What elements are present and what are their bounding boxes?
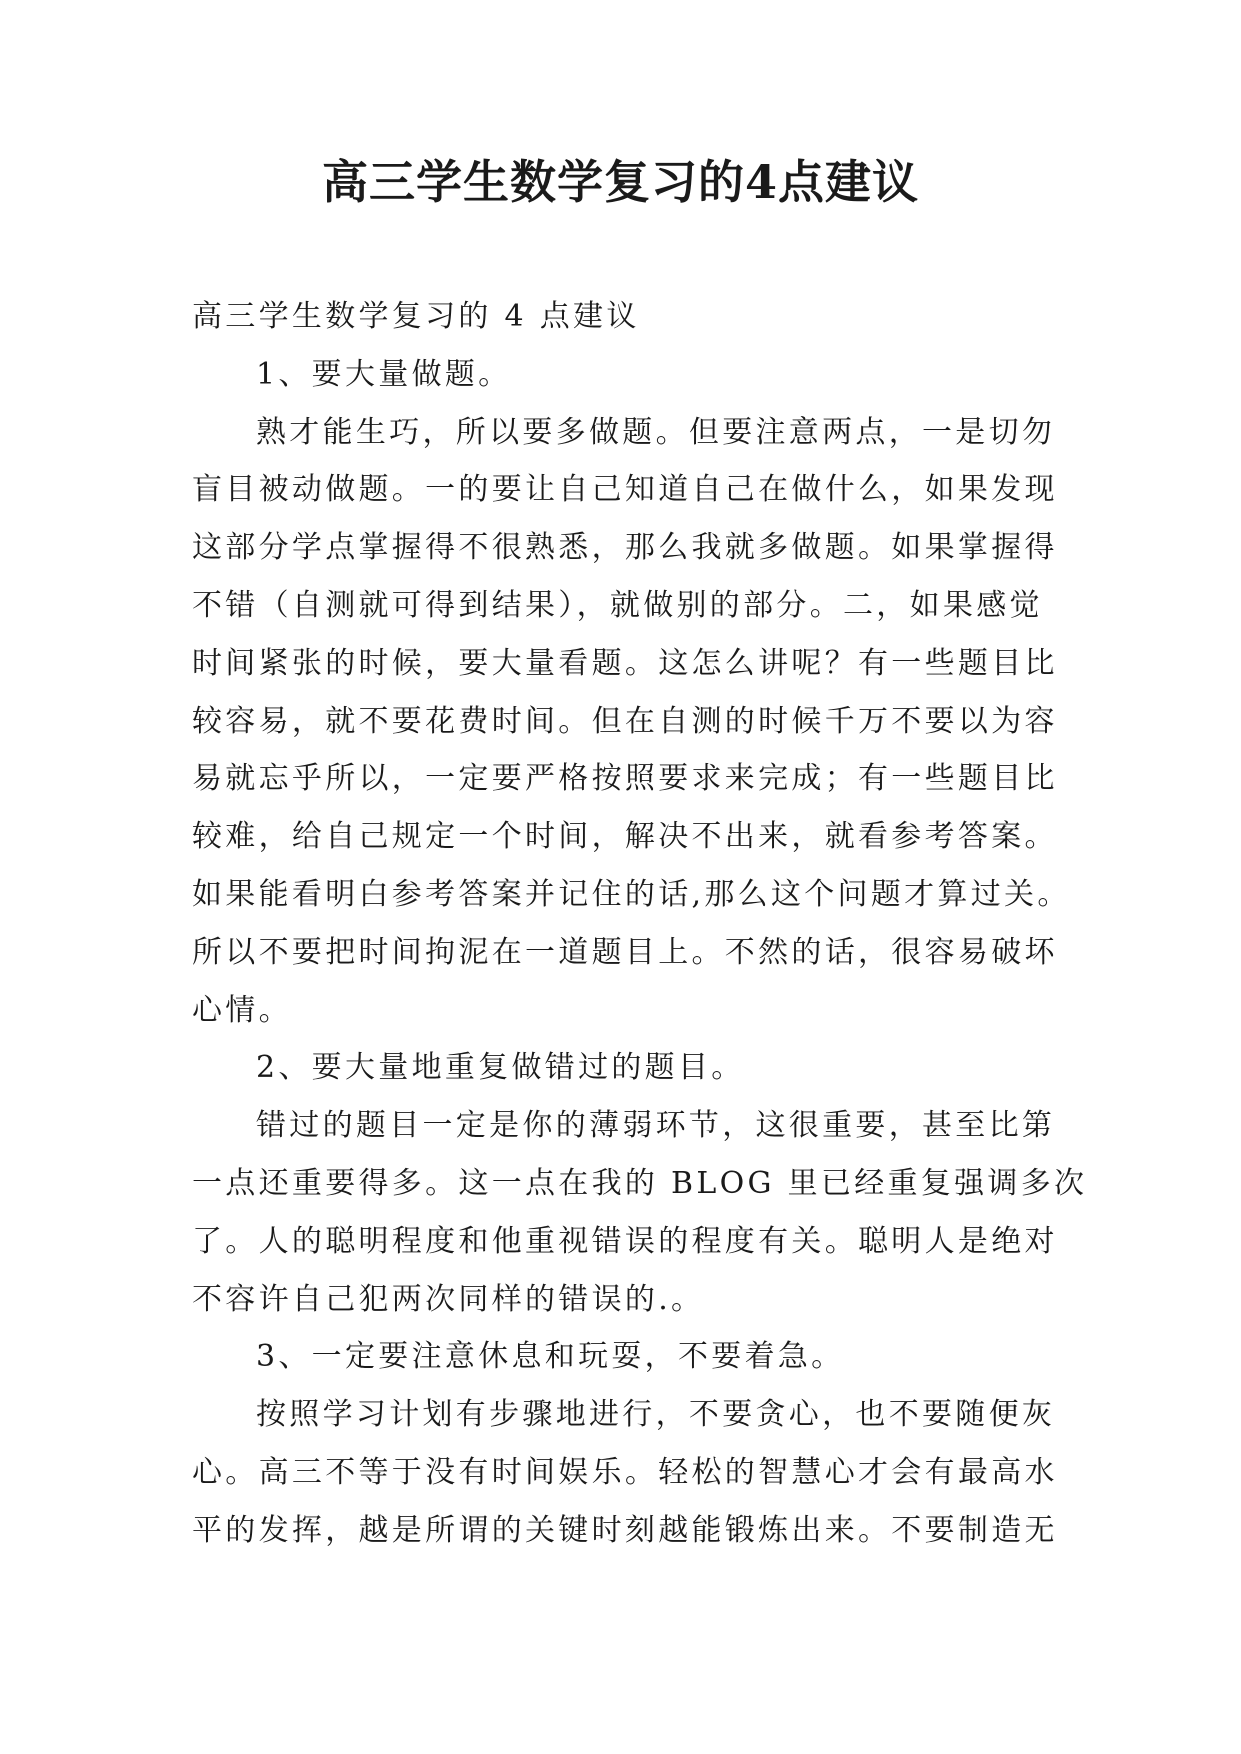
text-line: 错过的题目一定是你的薄弱环节，这很重要，甚至比第 xyxy=(256,1108,1056,1144)
text-line: 时间紧张的时候，要大量看题。这怎么讲呢？有一些题目比 xyxy=(192,645,1058,681)
text-line: 了。人的聪明程度和他重视错误的程度有关。聪明人是绝对 xyxy=(192,1223,1058,1259)
text-line: 心情。 xyxy=(192,992,292,1028)
text-line: 按照学习计划有步骤地进行，不要贪心，也不要随便灰 xyxy=(256,1397,1056,1433)
text-line: 心。高三不等于没有时间娱乐。轻松的智慧心才会有最高水 xyxy=(192,1454,1058,1490)
document-title: 高三学生数学复习的4点建议 xyxy=(321,155,919,209)
document-body xyxy=(192,288,1088,1560)
text-line: 3、一定要注意休息和玩耍，不要着急。 xyxy=(256,1339,845,1375)
text-line: 平的发挥，越是所谓的关键时刻越能锻炼出来。不要制造无 xyxy=(192,1512,1058,1548)
text-line: 不错（自测就可得到结果），就做别的部分。二，如果感觉 xyxy=(192,587,1043,623)
text-line: 熟才能生巧，所以要多做题。但要注意两点，一是切勿 xyxy=(256,414,1056,450)
text-line: 盲目被动做题。一的要让自己知道自己在做什么，如果发现 xyxy=(192,472,1058,508)
text-line: 较难，给自己规定一个时间，解决不出来，就看参考答案。 xyxy=(192,819,1058,855)
text-line: 1、要大量做题。 xyxy=(256,356,512,392)
text-line: 一点还重要得多。这一点在我的 BLOG 里已经重复强调多次 xyxy=(192,1165,1088,1201)
text-line: 高三学生数学复习的 4 点建议 xyxy=(192,299,640,334)
text-line: 不容许自己犯两次同样的错误的.。 xyxy=(192,1281,705,1317)
text-line: 这部分学点掌握得不很熟悉，那么我就多做题。如果掌握得 xyxy=(192,530,1058,566)
text-line: 如果能看明白参考答案并记住的话,那么这个问题才算过关。 xyxy=(192,876,1071,912)
text-line: 所以不要把时间拘泥在一道题目上。不然的话，很容易破坏 xyxy=(192,934,1058,970)
text-line: 2、要大量地重复做错过的题目。 xyxy=(256,1050,745,1086)
text-line: 较容易，就不要花费时间。但在自测的时候千万不要以为容 xyxy=(192,703,1058,739)
text-line: 易就忘乎所以，一定要严格按照要求来完成；有一些题目比 xyxy=(192,761,1058,797)
